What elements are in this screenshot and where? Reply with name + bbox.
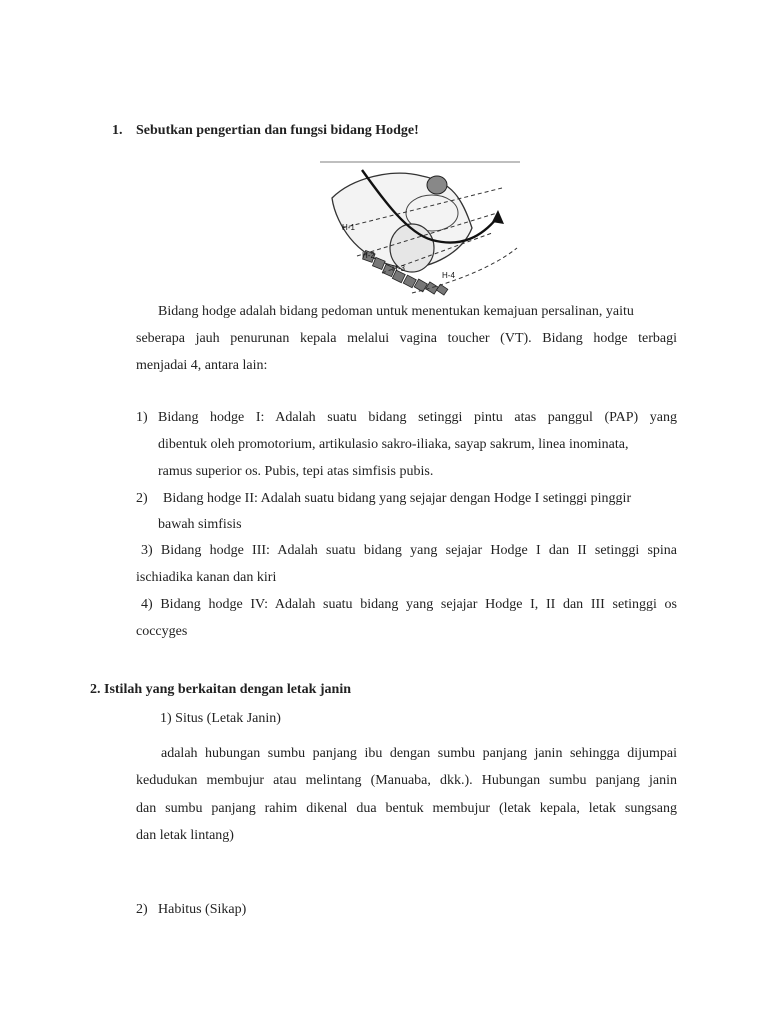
item2-line-2: bawah simfisis xyxy=(158,517,242,532)
q1-number: 1. xyxy=(112,123,123,138)
q2-title: 2. Istilah yang berkaitan dengan letak janin xyxy=(90,682,351,697)
label-h1: H-1 xyxy=(342,223,355,232)
list-marker-1: 1) xyxy=(136,410,148,425)
q2-para-line-3: dan sumbu panjang rahim dikenal dua bentuk membujur (letak kepala, letak sungsang xyxy=(136,801,677,816)
item2-line-1: Bidang hodge II: Adalah suatu bidang yang sejajar dengan Hodge I setinggi pinggir xyxy=(163,491,632,506)
item1-line-2: dibentuk oleh promotorium, artikulasio sakro-iliaka, sayap sakrum, linea inominata, xyxy=(158,437,629,452)
item4-line-2: coccyges xyxy=(136,624,188,639)
item4-line-1: 4) Bidang hodge IV: Adalah suatu bidang yang sejajar Hodge I, II dan III setinggi os xyxy=(141,597,677,612)
q1-title: Sebutkan pengertian dan fungsi bidang Hodge! xyxy=(136,123,419,138)
hodge-planes-figure xyxy=(312,158,524,300)
item3-line-2: ischiadika kanan dan kiri xyxy=(136,570,277,585)
intro-line-2: seberapa jauh penurunan kepala melalui vagina toucher (VT). Bidang hodge terbagi xyxy=(136,331,677,346)
q2-sub2-marker: 2) xyxy=(136,902,148,917)
label-h4: H-4 xyxy=(442,271,455,280)
item3-line-1: 3) Bidang hodge III: Adalah suatu bidang yang sejajar Hodge I dan II setinggi spina xyxy=(141,543,677,558)
item1-line-3: ramus superior os. Pubis, tepi atas simfisis pubis. xyxy=(158,464,434,479)
intro-line-3: menjadai 4, antara lain: xyxy=(136,358,268,373)
intro-line-1: Bidang hodge adalah bidang pedoman untuk menentukan kemajuan persalinan, yaitu xyxy=(158,304,634,319)
q2-para-line-1: adalah hubungan sumbu panjang ibu dengan sumbu panjang janin sehingga dijumpai xyxy=(161,746,677,761)
q2-sub1: 1) Situs (Letak Janin) xyxy=(160,711,281,726)
list-marker-2: 2) xyxy=(136,491,148,506)
hodge-diagram-svg xyxy=(312,158,524,300)
q2-para-line-4: dan letak lintang) xyxy=(136,828,234,843)
label-h2: H-2 xyxy=(362,251,375,260)
q2-sub2-label: Habitus (Sikap) xyxy=(158,902,247,917)
symphysis xyxy=(427,176,447,194)
label-h3: H-3 xyxy=(392,264,405,273)
item1-line-1: Bidang hodge I: Adalah suatu bidang setinggi pintu atas panggul (PAP) yang xyxy=(158,410,677,425)
arrow-head-icon xyxy=(492,210,504,224)
q2-para-line-2: kedudukan membujur atau melintang (Manuaba, dkk.). Hubungan sumbu panjang janin xyxy=(136,773,677,788)
